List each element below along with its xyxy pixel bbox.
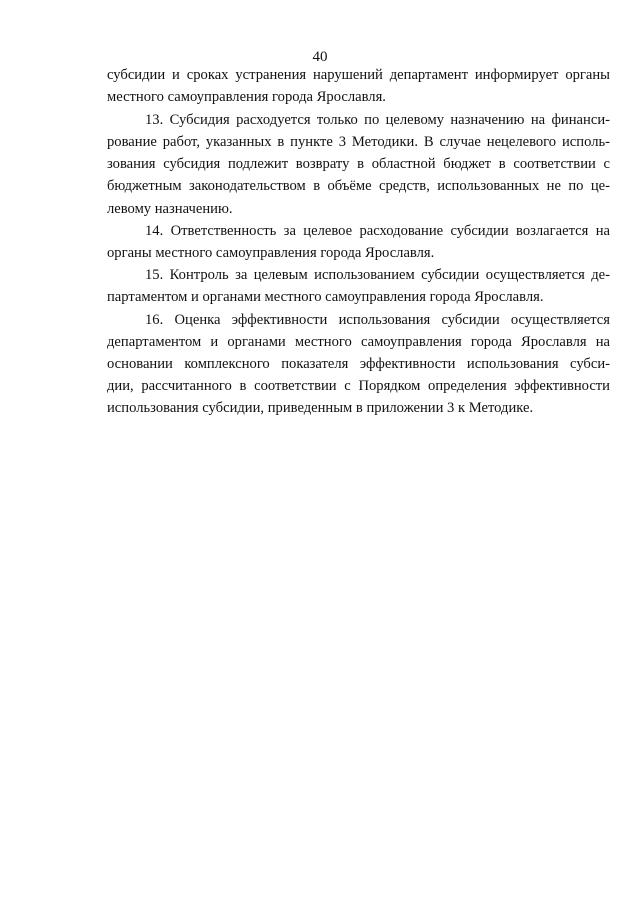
text-line: департаментом и органами местного самоуправления города Ярославля на: [107, 334, 610, 350]
paragraph-16-line: 16. Оценка эффективности использования субсидии осуществляется: [145, 312, 610, 328]
text-line: местного самоуправления города Ярославля.: [107, 89, 386, 105]
text-line: бюджетным законодательством в объёме средств, использованных не по це-: [107, 178, 610, 194]
text-line: использования субсидии, приведенным в приложении 3 к Методике.: [107, 400, 534, 416]
text-line: зования субсидия подлежит возврату в областной бюджет в соответствии с: [107, 156, 610, 172]
text-line: левому назначению.: [107, 201, 233, 217]
text-line: органы местного самоуправления города Ярославля.: [107, 245, 435, 261]
paragraph-13-line: 13. Субсидия расходуется только по целевому назначению на финанси-: [145, 112, 610, 128]
text-line: основании комплексного показателя эффективности использования субси-: [107, 356, 610, 372]
text-line: партаментом и органами местного самоуправления города Ярославля.: [107, 289, 544, 305]
text-line: рование работ, указанных в пункте 3 Методики. В случае нецелевого исполь-: [107, 134, 610, 150]
text-line: субсидии и сроках устранения нарушений департамент информирует органы: [107, 67, 610, 83]
paragraph-15-line: 15. Контроль за целевым использованием субсидии осуществляется де-: [145, 267, 610, 283]
page-number: 40: [312, 49, 328, 65]
paragraph-14-line: 14. Ответственность за целевое расходование субсидии возлагается на: [145, 223, 610, 239]
text-line: дии, рассчитанного в соответствии с Порядком определения эффективности: [107, 378, 610, 394]
